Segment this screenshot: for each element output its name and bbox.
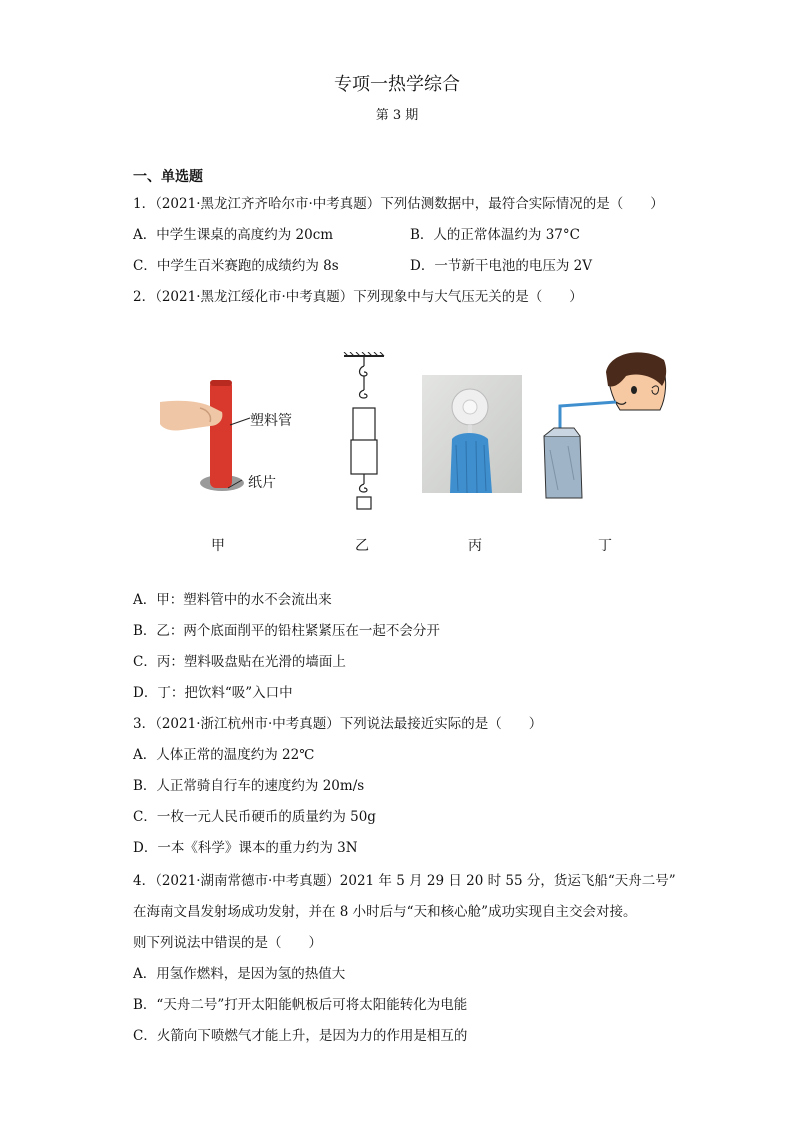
annotation-plastic-tube: 塑料管: [250, 413, 292, 429]
q4-option-c: C．火箭向下喷燃气才能上升，是因为力的作用是相互的: [133, 1028, 468, 1044]
question-3-stem: 3．（2021·浙江杭州市·中考真题）下列说法最接近实际的是（ ）: [133, 716, 543, 732]
q3-option-c: C．一枚一元人民币硬币的质量约为 50g: [133, 809, 376, 825]
question-4-stem-line-3: 则下列说法中错误的是（ ）: [133, 935, 322, 951]
page-subtitle: 第 3 期: [375, 108, 419, 123]
figure-yi-lead-cylinders: [340, 352, 388, 514]
figure-bing-suction-hook: [422, 375, 522, 493]
page-title: 专项一热学综合: [334, 74, 460, 95]
figure-label-ding: 丁: [598, 538, 612, 554]
question-2-stem: 2．（2021·黑龙江绥化市·中考真题）下列现象中与大气压无关的是（ ）: [133, 289, 583, 305]
q4-option-a: A．用氢作燃料，是因为氢的热值大: [133, 966, 346, 982]
question-1-stem: 1．（2021·黑龙江齐齐哈尔市·中考真题）下列估测数据中，最符合实际情况的是（ ）: [133, 196, 664, 212]
figure-label-bing: 丙: [468, 538, 482, 554]
section-heading: 一、单选题: [133, 169, 203, 185]
q2-option-c: C．丙：塑料吸盘贴在光滑的墙面上: [133, 654, 346, 670]
q1-option-b: B．人的正常体温约为 37°C: [410, 227, 580, 243]
figure-label-yi: 乙: [355, 538, 369, 554]
figure-label-jia: 甲: [211, 538, 225, 554]
q3-option-d: D．一本《科学》课本的重力约为 3N: [133, 840, 358, 856]
q1-option-d: D．一节新干电池的电压为 2V: [410, 258, 592, 274]
q4-option-b: B．“天舟二号”打开太阳能帆板后可将太阳能转化为电能: [133, 997, 468, 1013]
q2-option-d: D．丁：把饮料“吸”入口中: [133, 685, 293, 701]
q1-option-a: A．中学生课桌的高度约为 20cm: [133, 227, 334, 243]
q3-option-a: A．人体正常的温度约为 22℃: [133, 747, 315, 763]
q2-option-b: B．乙：两个底面削平的铅柱紧紧压在一起不会分开: [133, 623, 440, 639]
q2-option-a: A．甲：塑料管中的水不会流出来: [133, 592, 332, 608]
annotation-paper: 纸片: [248, 475, 276, 491]
question-4-stem-line-1: 4．（2021·湖南常德市·中考真题）2021 年 5 月 29 日 20 时 55 分，货运飞船“天舟二号”: [133, 873, 676, 889]
q1-option-c: C．中学生百米赛跑的成绩约为 8s: [133, 258, 339, 274]
q3-option-b: B．人正常骑自行车的速度约为 20m/s: [133, 778, 365, 794]
question-4-stem-line-2: 在海南文昌发射场成功发射，并在 8 小时后与“天和核心舱”成功实现自主交会对接。: [133, 904, 637, 920]
figure-ding-boy-drinking: [540, 350, 670, 502]
